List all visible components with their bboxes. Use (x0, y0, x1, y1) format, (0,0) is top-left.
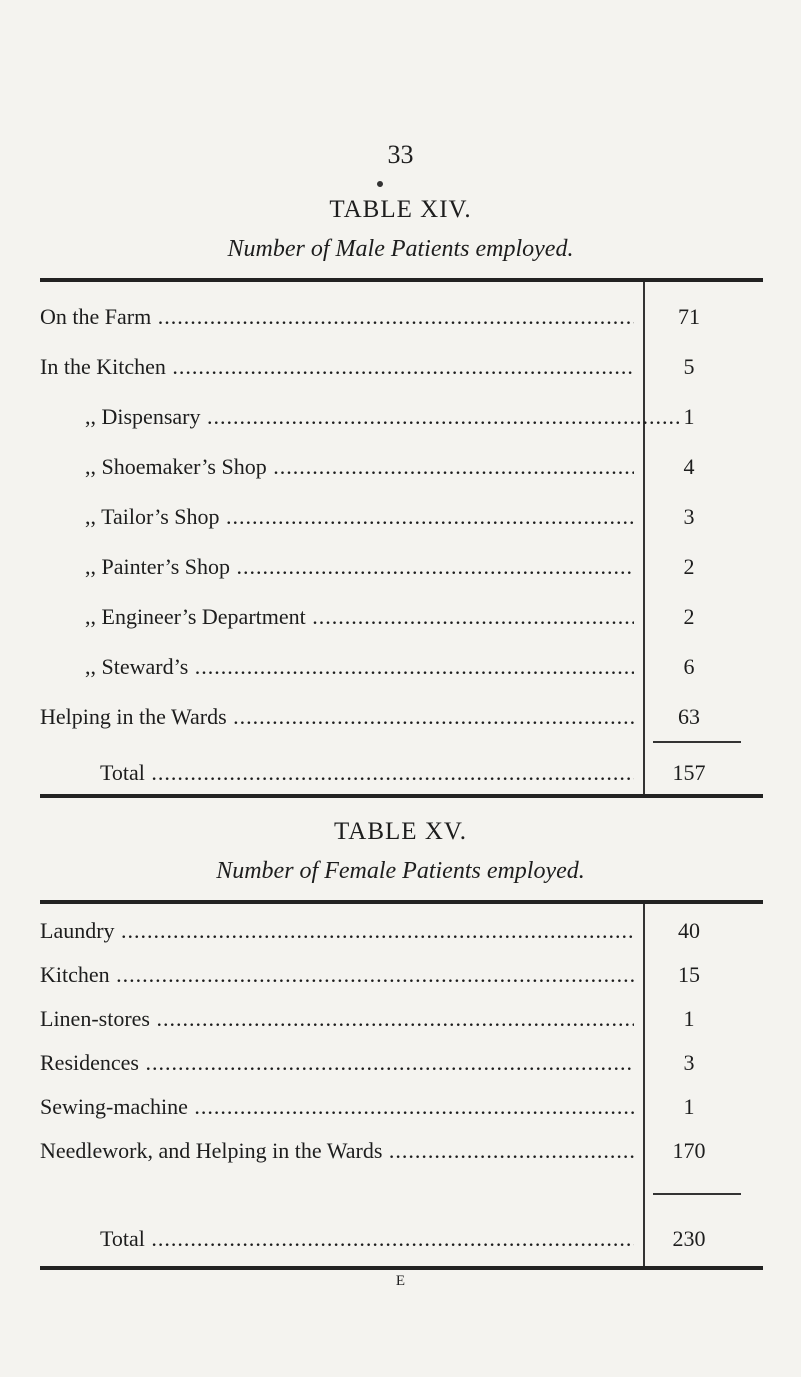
table-row (40, 958, 763, 992)
row-label: Kitchen ..... (40, 958, 634, 992)
total-rule (653, 1193, 741, 1195)
row-label: Linen-stores ..... (40, 1002, 634, 1036)
table-row (40, 1046, 763, 1080)
table-row (40, 700, 763, 734)
table-row (40, 550, 763, 584)
table-row (40, 400, 763, 434)
row-value: 1 (683, 1094, 695, 1119)
table-14-top-rule (40, 278, 763, 282)
table-15-bottom-rule (40, 1266, 763, 1270)
table-row (40, 600, 763, 634)
row-value: 5 (683, 354, 695, 379)
row-label: ,, Engineer’s Department ..... (40, 600, 634, 634)
dot-mark (377, 181, 383, 187)
row-value: 15 (678, 962, 700, 987)
row-value: 4 (683, 454, 695, 479)
table-14-subtitle: Number of Male Patients employed. (227, 236, 574, 262)
table-row (40, 300, 763, 334)
table-15-top-rule (40, 900, 763, 904)
total-rule (653, 741, 741, 743)
row-label: ,, Steward’s ..... (40, 650, 634, 684)
total-value: 230 (672, 1226, 706, 1251)
table-row (40, 500, 763, 534)
row-value: 3 (683, 504, 695, 529)
total-label: Total ..... (40, 756, 634, 790)
row-label: In the Kitchen ..... (40, 350, 634, 384)
row-label: Residences ..... (40, 1046, 634, 1080)
row-label: ,, Painter’s Shop ..... (40, 550, 634, 584)
row-value: 63 (678, 704, 700, 729)
table-row (40, 1002, 763, 1036)
table-14-bottom-rule (40, 794, 763, 798)
row-label: Sewing-machine ..... (40, 1090, 634, 1124)
table-total-row (40, 1222, 763, 1256)
row-value: 2 (683, 604, 695, 629)
row-label: Helping in the Wards ..... (40, 700, 634, 734)
row-value: 40 (678, 918, 700, 943)
row-label: On the Farm ..... (40, 300, 634, 334)
page-number: 33 (387, 140, 414, 169)
row-value: 1 (683, 404, 695, 429)
table-row (40, 1090, 763, 1124)
row-value: 2 (683, 554, 695, 579)
table-14-title: TABLE XIV. (329, 196, 472, 223)
row-label: ,, Dispensary ..... (40, 400, 679, 434)
signature-mark: E (395, 1273, 406, 1289)
table-15-title: TABLE XV. (334, 818, 467, 845)
table-row (40, 450, 763, 484)
row-label: ,, Tailor’s Shop ..... (40, 500, 634, 534)
total-value: 157 (672, 760, 706, 785)
table-total-row (40, 756, 763, 790)
row-label: ,, Shoemaker’s Shop ..... (40, 450, 634, 484)
row-value: 1 (683, 1006, 695, 1031)
table-row (40, 350, 763, 384)
row-value: 71 (678, 304, 700, 329)
table-15-subtitle: Number of Female Patients employed. (216, 858, 585, 884)
row-value: 170 (672, 1138, 706, 1163)
table-row (40, 650, 763, 684)
row-value: 3 (683, 1050, 695, 1075)
table-row (40, 914, 763, 948)
row-value: 6 (683, 654, 695, 679)
total-label: Total ..... (40, 1222, 634, 1256)
table-row (40, 1134, 763, 1168)
row-label: Laundry ..... (40, 914, 634, 948)
row-label: Needlework, and Helping in the Wards ..... (40, 1134, 634, 1168)
